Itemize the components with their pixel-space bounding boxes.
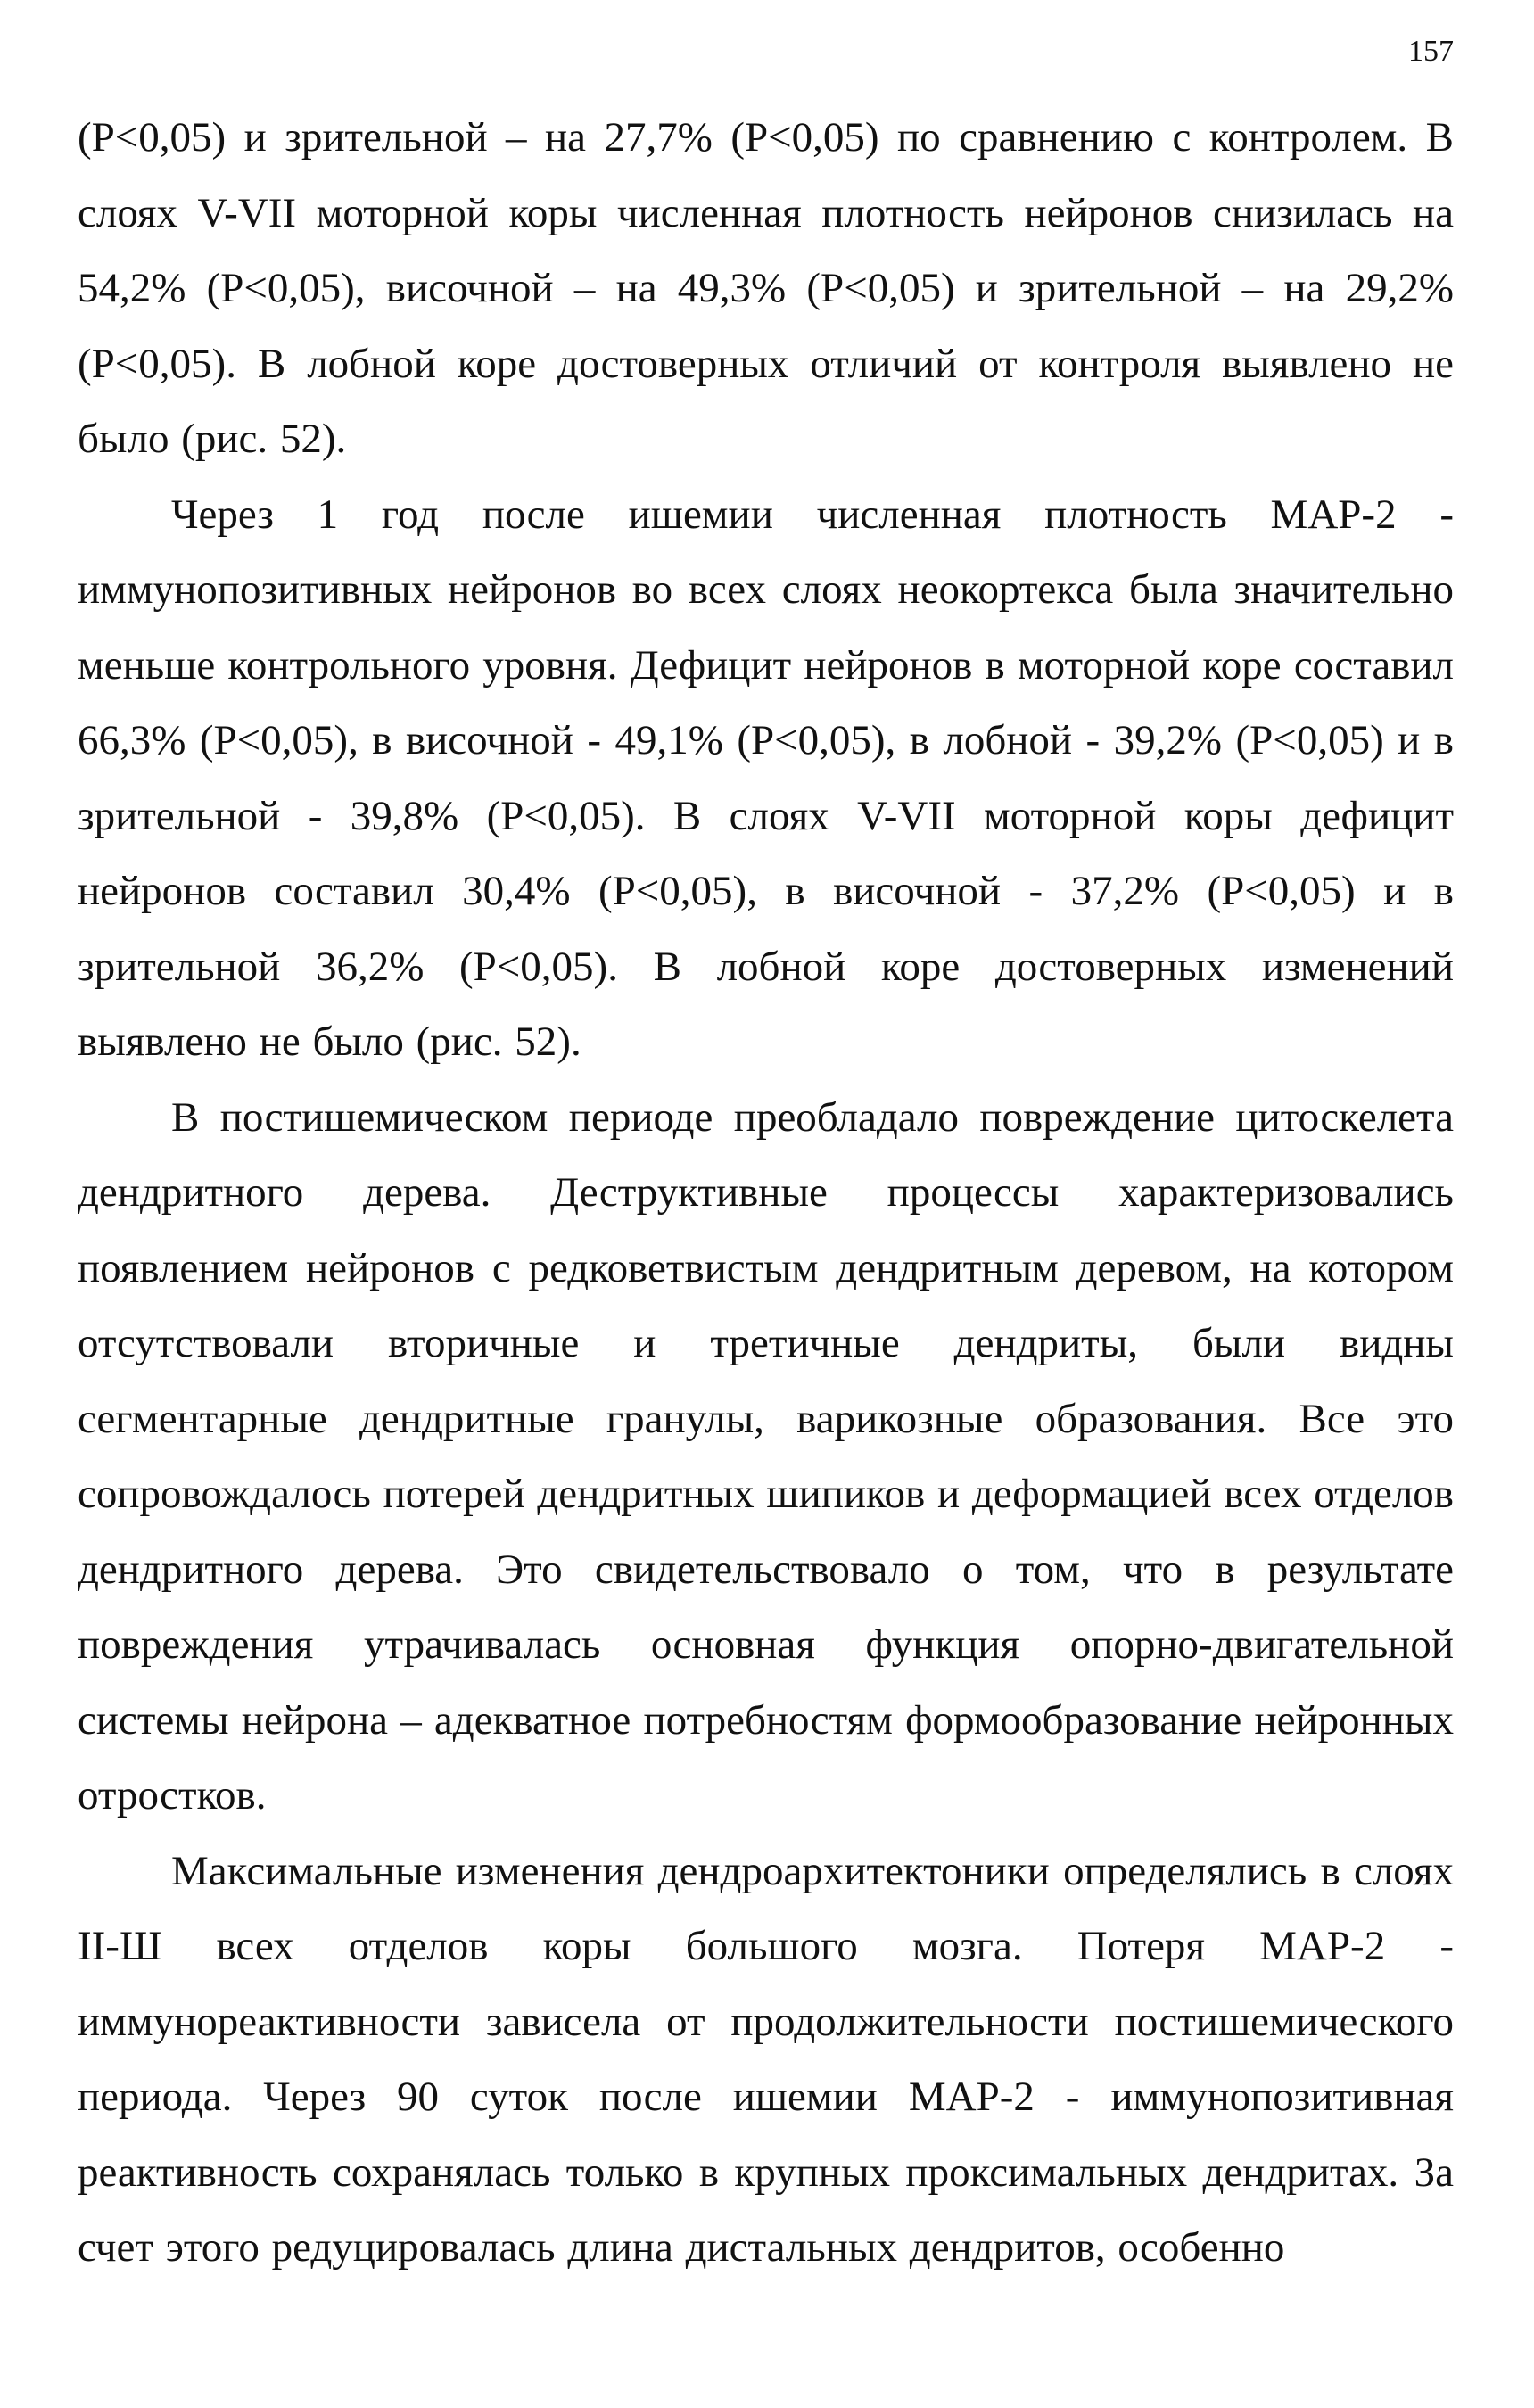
paragraph-postischemic: В постишемическом периоде преобладало повреждение цитоскелета дендритного дерева. Деструктивные процессы характеризовались появлением нейронов с редковетвистым дендритным деревом, на котором отсутствовали вторичные и третичные дендриты, были видны сегментарные дендритные гранулы, варикозные образования. Все это сопровождалось потерей дендритных шипиков и деформацией всех отделов дендритного дерева. Это свидетельствовало о том, что в результате повреждения утрачивалась основная функция опорно-двигательной системы нейрона – адекватное потребностям формообразование нейронных отростков. bbox=[78, 1093, 1454, 1818]
paragraph-one-year: Через 1 год после ишемии численная плотность МАР-2 - иммунопозитивных нейронов во всех слоях неокортекса была значительно меньше контрольного уровня. Дефицит нейронов в моторной коре составил 66,3% (P<0,05), в височной - 49,1% (P<0,05), в лобной - 39,2% (P<0,05) и в зрительной - 39,8% (P<0,05). В слоях V-VII моторной коры дефицит нейронов составил 30,4% (P<0,05), в височной - 37,2% (P<0,05) и в зрительной 36,2% (P<0,05). В лобной коре достоверных изменений выявлено не было (рис. 52). bbox=[78, 491, 1454, 1065]
paragraph-continuation: (P<0,05) и зрительной – на 27,7% (P<0,05) по сравнению с контролем. В слоях V-VII моторной коры численная плотность нейронов снизилась на 54,2% (P<0,05), височной – на 49,3% (P<0,05) и зрительной – на 29,2% (P<0,05). В лобной коре достоверных отличий от контроля выявлено не было (рис. 52). bbox=[78, 114, 1454, 462]
page-number: 157 bbox=[1408, 35, 1454, 68]
paragraph-max-changes: Максимальные изменения дендроархитектоники определялись в слоях II-Ш всех отделов коры большого мозга. Потеря МАР-2 - иммунореактивности зависела от продолжительности постишемического периода. Через 90 суток после ишемии МАР-2 - иммунопозитивная реактивность сохранялась только в крупных проксимальных дендритах. За счет этого редуцировалась длина дистальных дендритов, особенно bbox=[78, 1847, 1454, 2271]
page-body bbox=[78, 100, 1454, 2286]
